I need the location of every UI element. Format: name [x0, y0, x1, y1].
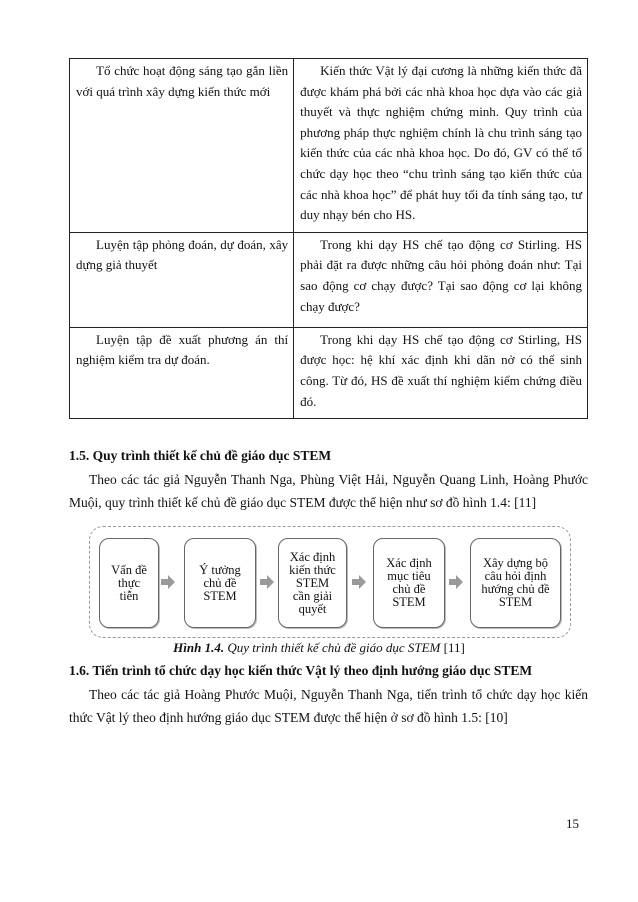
flow-step-2 [184, 538, 256, 628]
table-row [70, 59, 588, 233]
arrow-right-icon [260, 575, 274, 589]
flow-step-line: Ý tưởng [199, 562, 241, 577]
arrow-right-icon [449, 575, 463, 589]
cell-text: Luyện tập đề xuất phương án thí nghiệm kiểm tra dự đoán. [76, 331, 289, 368]
table-cell [294, 232, 588, 327]
caption-text: Quy trình thiết kế chủ đề giáo dục STEM [227, 640, 441, 655]
cell-text: Trong khi dạy HS chế tạo động cơ Stirling. HS phải đặt ra được những câu hỏi phỏng đoán như: Tại sao động cơ chạy được? Tại sao động cơ lại không chạy được? [300, 236, 582, 314]
flow-step-line: hướng chủ đề [481, 582, 550, 596]
table-row [70, 232, 588, 327]
flow-step-line: STEM [392, 595, 426, 609]
flow-step-line: quyết [298, 601, 327, 616]
section-heading-1-6: 1.6. Tiến trình tổ chức dạy học kiến thức Vật lý theo định hướng giáo dục STEM [69, 663, 533, 678]
flow-step-line: Xây dựng bộ [482, 556, 549, 570]
table-cell [70, 232, 294, 327]
section-paragraph-1-6: Theo các tác giả Hoàng Phước Muội, Nguyễn Thanh Nga, tiến trình tổ chức dạy học kiến thức Vật lý theo định hướng giáo dục STEM được thể hiện ở sơ đồ hình 1.5: [10] [69, 687, 588, 725]
flow-diagram [89, 526, 571, 638]
flow-step-line: chủ đề [203, 575, 237, 590]
flow-step-4 [373, 538, 445, 628]
flow-step-line: STEM [295, 575, 330, 590]
cell-text: Kiến thức Vật lý đại cương là những kiến thức đã được khám phá bởi các nhà khoa học dựa vào các giả thuyết và thực nghiệm chứng minh. Quy trình của phương pháp thực nghiệm chính là chu trình sáng tạo kiến thức của các nhà khoa học. Do đó, GV có thể tổ chức dạy học theo “chu trình sáng tạo kiến thức của các nhà khoa học” để phát huy tối đa tính sáng tạo, tư duy nhạy bén cho HS. [300, 63, 582, 223]
flow-step-line: Xác định [289, 549, 336, 564]
flow-step-line: cần giải [292, 588, 333, 603]
cell-text: Trong khi dạy HS chế tạo động cơ Stirling, HS được học: hệ khí xác định khi dãn nở có thể sinh công. Từ đó, HS đề xuất thí nghiệm kiểm chứng điều đó. [300, 331, 582, 409]
flow-step-line: kiến thức [289, 562, 336, 577]
arrow-right-icon [161, 575, 175, 589]
flow-step-line: chủ đề [392, 582, 426, 596]
caption-ref: [11] [443, 640, 465, 655]
table-cell [70, 327, 294, 418]
flow-step-line: tiễn [119, 588, 139, 603]
arrow-right-icon [352, 575, 366, 589]
table-cell [294, 327, 588, 418]
flow-step-line: Vấn đề [111, 562, 147, 577]
cell-text: Tổ chức hoạt động sáng tạo gắn liền với quá trình xây dựng kiến thức mới [76, 63, 289, 99]
section-heading-1-5: 1.5. Quy trình thiết kế chủ đề giáo dục STEM [69, 448, 332, 463]
flow-step-1 [99, 538, 159, 628]
figure-caption [0, 640, 638, 656]
flow-step-line: Xác định [386, 556, 432, 570]
section-paragraph-1-5: Theo các tác giả Nguyễn Thanh Nga, Phùng Việt Hải, Nguyễn Quang Linh, Hoàng Phước Muội, quy trình thiết kế chủ đề giáo dục STEM được thể hiện như sơ đồ hình 1.4: [11] [69, 472, 588, 510]
flow-step-line: STEM [498, 595, 533, 609]
comparison-table [69, 58, 588, 419]
flow-step-line: thực [117, 575, 141, 590]
page-number: 15 [566, 816, 579, 831]
table-cell [70, 59, 294, 233]
flow-step-line: STEM [203, 588, 237, 603]
flow-step-5 [470, 538, 561, 628]
table-row [70, 327, 588, 418]
table-cell [294, 59, 588, 233]
flow-step-line: mục tiêu [387, 569, 431, 583]
cell-text: Luyện tập phỏng đoán, dự đoán, xây dựng giả thuyết [76, 236, 289, 273]
caption-label: Hình 1.4. [173, 640, 225, 655]
flow-step-3 [278, 538, 347, 628]
flow-step-line: câu hỏi định [484, 569, 547, 583]
